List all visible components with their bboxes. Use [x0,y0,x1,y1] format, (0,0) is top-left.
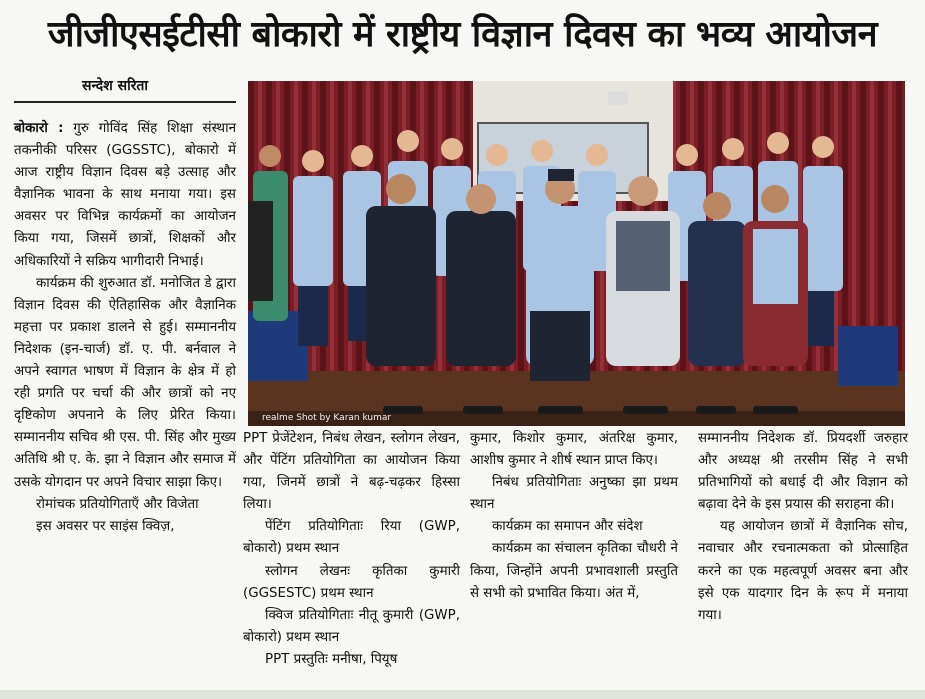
article-paragraph: यह आयोजन छात्रों में वैज्ञानिक सोच, नवाचार और रचनात्मकता को प्रोत्साहित करने का एक महत्वपूर्ण अवसर बना और इसे एक यादगार दिन के रूप में मनाया गया। [698,519,908,623]
section-heading: कार्यक्रम का समापन और संदेश [492,519,643,535]
article-paragraph [14,118,236,273]
page-footer-strip [0,690,925,699]
article-paragraph: इस अवसर पर साइंस क्विज़, [36,518,175,534]
group-photo-illustration [248,81,905,426]
article-column-3 [470,428,678,605]
byline-divider [14,101,236,103]
winner-line: पेंटिंग प्रतियोगिताः रिया (GWP, बोकारो) प्रथम स्थान [243,519,460,557]
byline: सन्देश सरिता [82,78,149,94]
winner-line: निबंध प्रतियोगिताः अनुष्का झा प्रथम स्थान [470,475,678,513]
article-column-1 [14,118,236,538]
event-photo [248,81,905,426]
winner-line: स्लोगन लेखनः कृतिका कुमारी (GGSESTC) प्रथम स्थान [243,563,460,601]
dateline: बोकारो : [14,121,64,136]
article-column-2 [243,428,460,671]
article-paragraph: सम्माननीय निदेशक डॉ. प्रियदर्शी जरुहार और अध्यक्ष श्री तरसीम सिंह ने सभी प्रतिभागियों को बधाई दी और विज्ञान को बढ़ावा देने के इस प्रयास की सराहना की। [698,431,908,513]
photo-watermark: realme Shot by Karan kumar [262,413,392,423]
paragraph-text: गुरु गोविंद सिंह शिक्षा संस्थान तकनीकी परिसर (GGSSTC), बोकारो में आज राष्ट्रीय विज्ञान दिवस बड़े उत्साह और वैज्ञानिक भावना के साथ मनाया गया। इस अवसर पर विभिन्न कार्यक्रमों का आयोजन किया गया, जिसमें छात्रों, शिक्षकों और अधिकारियों ने सक्रिय भागीदारी निभाई। [14,121,237,269]
winner-line: PPT प्रस्तुतिः मनीषा, पियूष [265,651,398,667]
headline: जीजीएसईटीसी बोकारो में राष्ट्रीय विज्ञान दिवस का भव्य आयोजन [47,14,878,55]
article-paragraph: कार्यक्रम का संचालन कृतिका चौधरी ने किया, जिन्होंने अपनी प्रभावशाली प्रस्तुति से सभी को प्रभावित किया। अंत में, [470,541,678,601]
section-heading: रोमांचक प्रतियोगिताएँ और विजेता [36,496,199,512]
article-paragraph: PPT प्रेजेंटेशन, निबंध लेखन, स्लोगन लेखन, और पेंटिंग प्रतियोगिता का आयोजन किया गया, जिनमें छात्रों ने बढ़-चढ़कर हिस्सा लिया। [243,431,460,513]
winner-line: क्विज प्रतियोगिताः नीतू कुमारी (GWP, बोकारो) प्रथम स्थान [243,607,460,645]
article-column-4 [698,428,908,627]
article-paragraph: कार्यक्रम की शुरुआत डॉ. मनोजित डे द्वारा विज्ञान दिवस की ऐतिहासिक और वैज्ञानिक महत्ता पर प्रकाश डालने से हुई। सम्माननीय निदेशक (इन-चार्ज) डॉ. ए. पी. बर्नवाल ने अपने स्वागत भाषण में विज्ञान के क्षेत्र में हो रही प्रगति पर चर्चा की और छात्रों को नए दृष्टिकोण अपनाने के लिए प्रेरित किया। सम्माननीय सचिव श्री एस. पी. सिंह और मुख्य अतिथि श्री ए. के. झा ने विज्ञान और समाज में उसके योगदान पर अपने विचार साझा किए। [14,275,236,490]
article-paragraph: कुमार, किशोर कुमार, अंतरिक्ष कुमार, आशीष कुमार ने शीर्ष स्थान प्राप्त किए। [470,431,678,469]
